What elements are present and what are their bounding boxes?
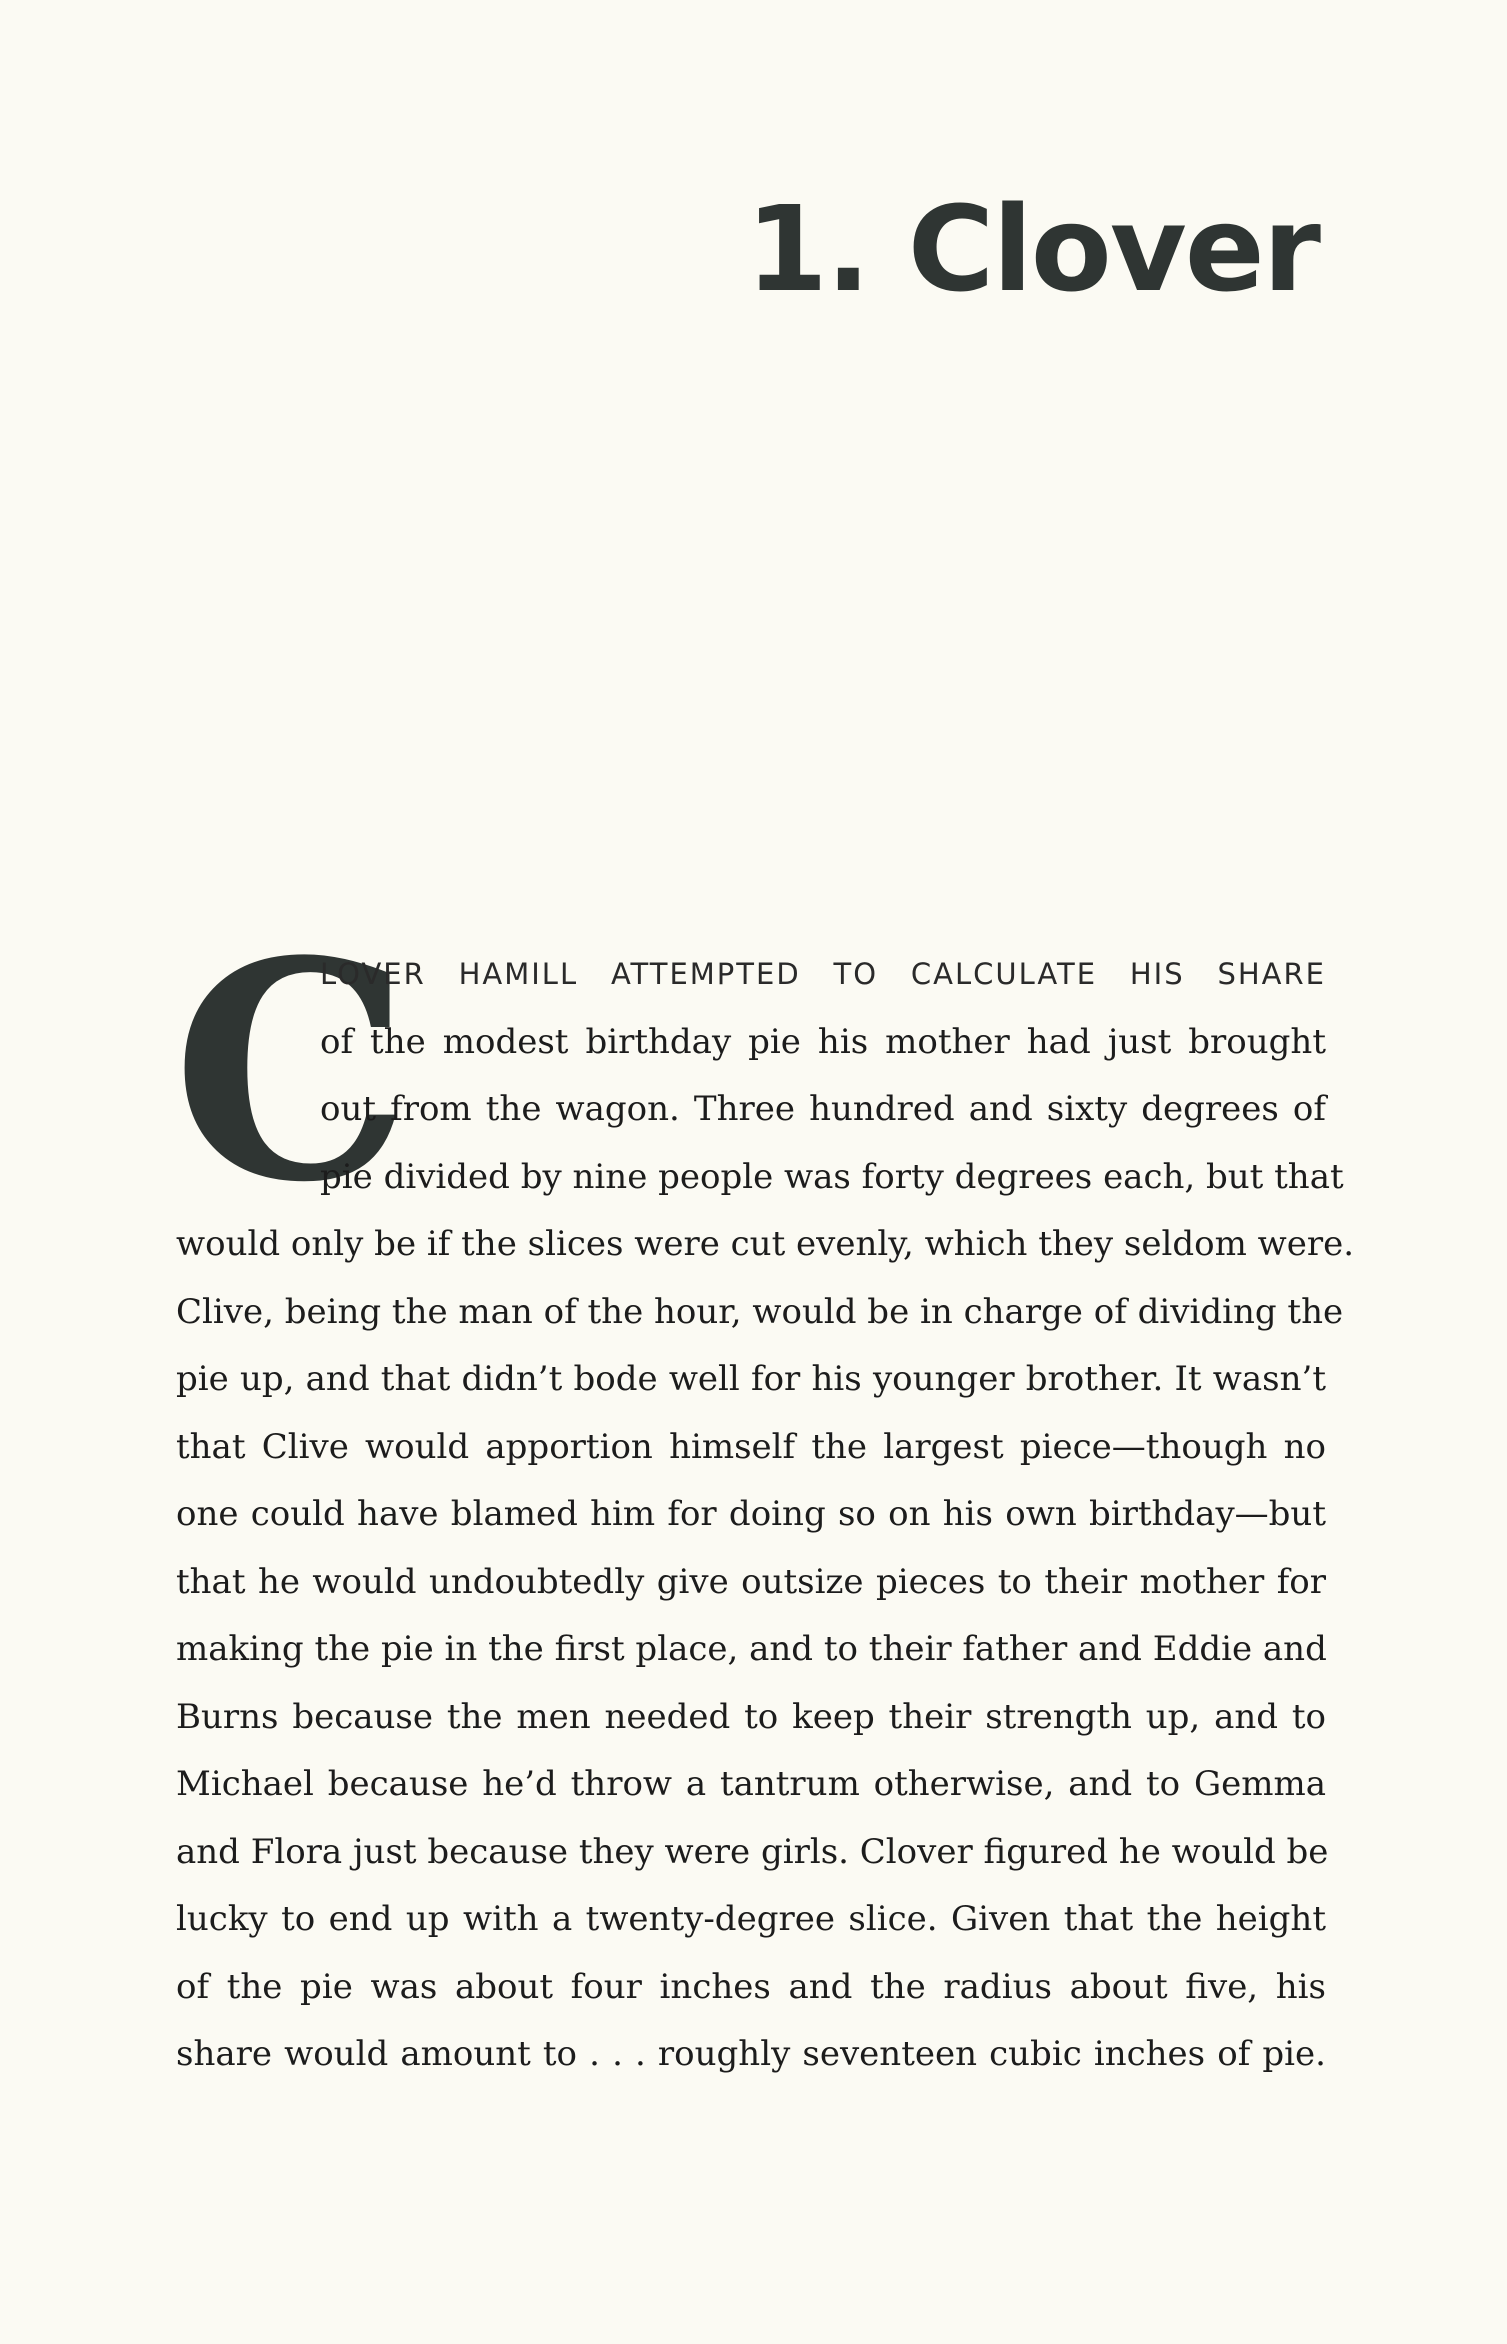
- paragraph-line: would only be if the slices were cut evenly, which they seldom were.: [176, 1224, 1355, 1264]
- paragraph-line: lucky to end up with a twenty-degree slice. Given that the height: [176, 1899, 1326, 1939]
- opening-small-caps: LOVER HAMILL ATTEMPTED TO CALCULATE HIS SHARE: [320, 957, 1326, 991]
- paragraph-line: pie up, and that didn’t bode well for his younger brother. It wasn’t: [176, 1359, 1326, 1399]
- paragraph-line: Clive, being the man of the hour, would be in charge of dividing the: [176, 1291, 1344, 1332]
- paragraph-line: and Flora just because they were girls. Clover figured he would be: [176, 1831, 1329, 1872]
- paragraph-line: share would amount to . . . roughly seventeen cubic inches of pie.: [176, 2034, 1326, 2074]
- paragraph-line: Burns because the men needed to keep their strength up, and to: [176, 1696, 1326, 1737]
- paragraph-line: making the pie in the first place, and to their father and Eddie and: [176, 1629, 1327, 1669]
- chapter-title: 1. Clover: [745, 180, 1319, 318]
- paragraph-line: out from the wagon. Three hundred and sixty degrees of: [320, 1089, 1326, 1129]
- drop-cap: C: [172, 895, 411, 1248]
- paragraph-line: Michael because he’d throw a tantrum otherwise, and to Gemma: [176, 1764, 1326, 1804]
- paragraph-line: that Clive would apportion himself the largest piece—though no: [176, 1426, 1326, 1467]
- paragraph-line: of the pie was about four inches and the radius about five, his: [176, 1966, 1326, 2007]
- paragraph-line: of the modest birthday pie his mother had just brought: [320, 1021, 1326, 1062]
- opening-line: [176, 940, 1326, 1009]
- paragraph-line: that he would undoubtedly give outsize pieces to their mother for: [176, 1561, 1326, 1602]
- paragraph-line: pie divided by nine people was forty degrees each, but that: [320, 1156, 1344, 1197]
- paragraph-line: one could have blamed him for doing so on his own birthday—but: [176, 1494, 1326, 1534]
- chapter-body: [172, 895, 1355, 2089]
